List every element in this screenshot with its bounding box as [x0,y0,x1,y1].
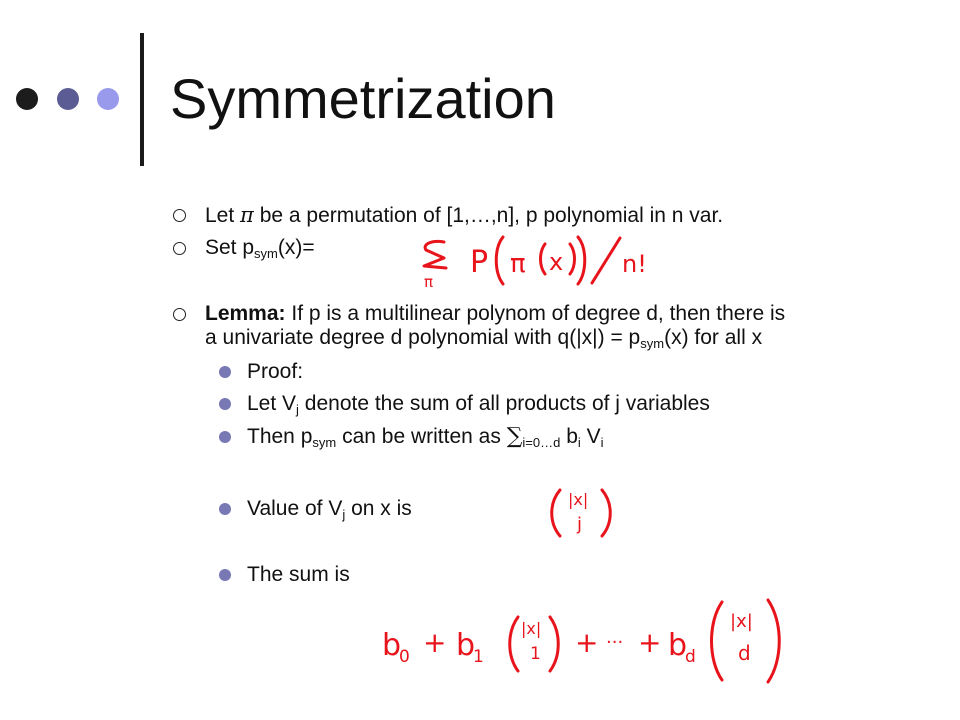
handwritten-slash [592,238,620,283]
handwritten-p: P [470,245,489,280]
handwritten-binomd-bottom: d [738,641,751,665]
handwritten-paren [578,237,585,284]
text: The sum is [247,563,350,586]
handwritten-paren [541,244,546,274]
handwritten-b0-sub: 0 [399,647,410,667]
handwritten-sum-expression [382,600,779,682]
handwritten-sigma [424,241,446,268]
text: can be written as [342,425,501,448]
handwritten-n-factorial: n! [622,250,647,278]
text: denote the sum of all products of j variables [304,392,710,415]
text: Let [205,204,235,227]
handwritten-binom-top: |x| [568,490,589,509]
text: on x is [351,497,412,520]
handwritten-paren [552,490,560,536]
handwritten-paren [550,617,558,671]
handwritten-b0: b [382,628,402,663]
handwritten-paren [570,244,575,274]
handwritten-binom-value [552,490,611,536]
subscript: j [296,402,299,417]
handwritten-bd: b [668,628,688,663]
handwritten-plus: + [423,626,447,659]
slide-title: Symmetrization [170,67,556,130]
sigma-symbol: ∑ [506,424,523,449]
handwritten-binom1-bottom: 1 [530,644,541,664]
subscript: j [342,507,346,522]
pi-symbol: π [240,203,254,227]
text: Then p [247,425,313,448]
text: Value of V [247,497,343,520]
subscript: sym [254,246,278,261]
lemma-label: Lemma: [205,302,286,325]
text: (x) for all x [664,326,763,349]
text: a univariate degree d polynomial with q(|x|) = p [205,326,641,349]
handwritten-psym-definition [424,237,647,291]
handwritten-plus: + [575,626,599,659]
text: Set p [205,236,255,259]
text: Let V [247,392,297,415]
handwritten-plus: + [638,626,662,659]
handwritten-sigma-sub: π [424,273,434,291]
handwritten-binom1-top: |x| [521,619,542,638]
text: Proof: [247,360,304,383]
text: be a permutation of [1,…,n], p polynomial in n var. [259,204,724,227]
handwritten-binomd-top: |x| [730,611,753,632]
handwritten-paren [768,600,779,682]
subscript: i [577,435,581,450]
subscript: i [600,435,604,450]
handwritten-paren [602,490,610,536]
handwritten-x: x [549,248,564,276]
text: b [566,425,578,448]
handwritten-paren [510,617,518,671]
handwritten-pi: π [510,249,526,279]
handwritten-paren [712,602,723,680]
subscript: sym [312,435,337,450]
text: (x)= [277,236,315,259]
handwritten-paren [496,237,503,284]
handwritten-dots: ··· [606,632,624,653]
handwritten-binom-bottom: j [577,514,583,535]
subscript: i=0…d [522,435,561,450]
subscript: sym [640,336,665,351]
handwritten-b1: b [456,628,476,663]
handwritten-b1-sub: 1 [473,647,484,667]
text: If p is a multilinear polynom of degree d, then there is [291,302,786,325]
text: V [586,425,601,448]
handwritten-bd-sub: d [685,647,696,667]
